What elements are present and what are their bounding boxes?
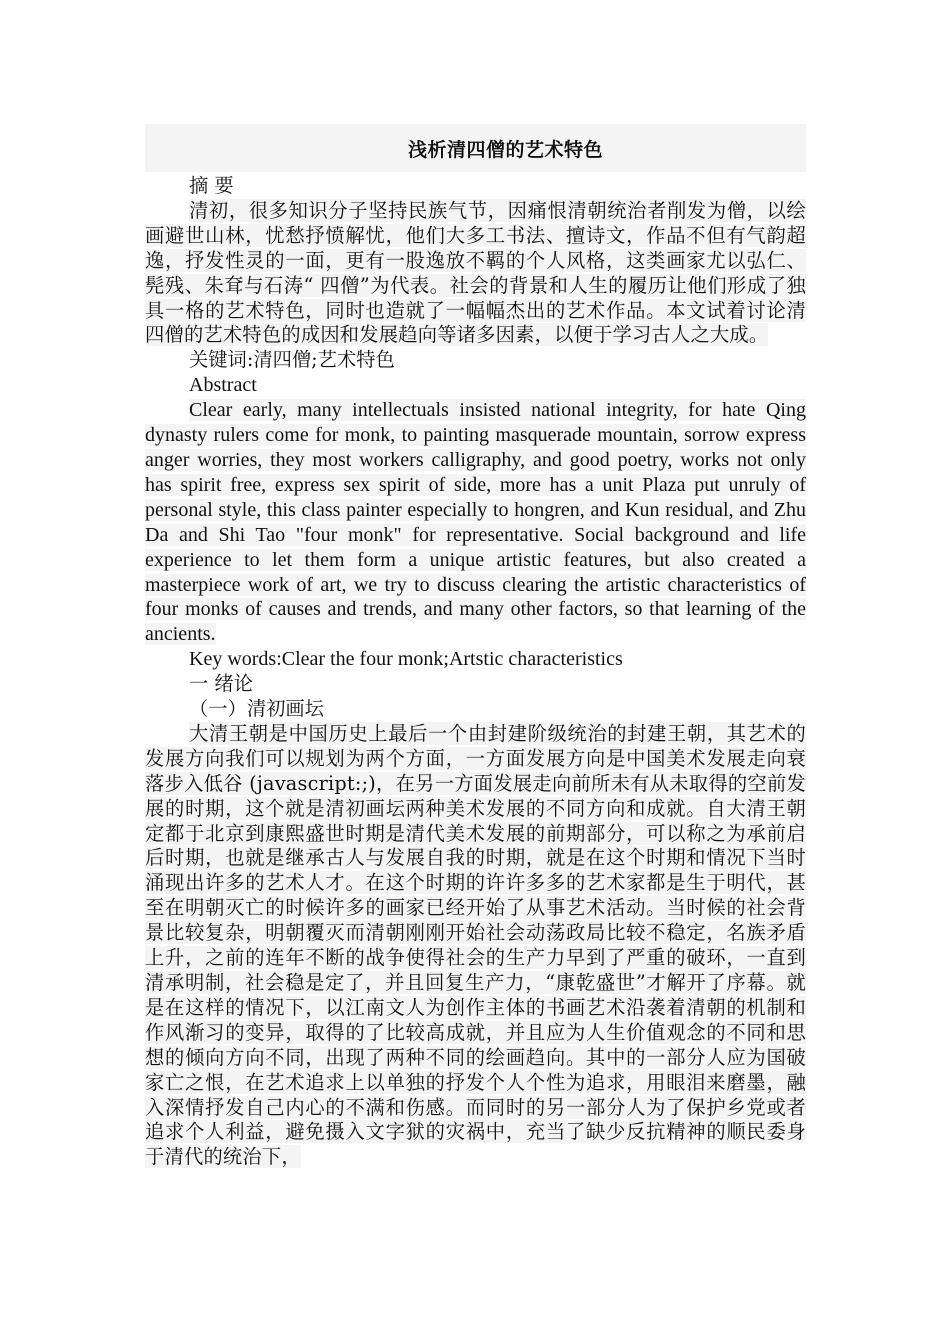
abstract-heading-en: Abstract: [189, 374, 257, 397]
title-bar: [145, 124, 806, 172]
keywords-en: Key words:Clear the four monk;Artstic characteristics: [189, 648, 623, 671]
section-heading: 一 绪论: [189, 672, 253, 696]
body-paragraph: [145, 722, 806, 1170]
keywords-cn: 关键词:清四僧;艺术特色: [189, 348, 395, 372]
abstract-paragraph-cn: [145, 199, 806, 348]
abstract-text-cn: 清初，很多知识分子坚持民族气节，因痛恨清朝统治者削发为僧，以绘画避世山林，忧愁抒愤解忧，他们大多工书法、擅诗文，作品不但有气韵超逸，抒发性灵的一面，更有一股逸放不羁的个人风格，这类画家尤以弘仁、髡残、朱耷与石涛“ 四僧”为代表。社会的背景和人生的履历让他们形成了独具一格的艺术特色，同时也造就了一幅幅杰出的艺术作品。本文试着讨论清四僧的艺术特色的成因和发展趋向等诸多因素，以便于学习古人之大成。: [145, 198, 806, 347]
abstract-text-en: Clear early, many intellectuals insisted national integrity, for hate Qing dynasty rulers come for monk, to painting masquerade mountain, sorrow express anger worries, they most workers calligraphy, and good poetry, works not only has spirit free, express sex spirit of side, more has a unit Plaza put unruly of personal style, this class painter especially to hongren, and Kun residual, and Zhu Da and Shi Tao "four monk" for representative. Social background and life experience to let them form a unique artistic features, but also created a masterpiece work of art, we try to discuss clearing the artistic characteristics of four monks of causes and trends, and many other factors, so that learning of the ancients.: [145, 399, 806, 646]
body-text: 大清王朝是中国历史上最后一个由封建阶级统治的封建王朝，其艺术的发展方向我们可以规划为两个方面，一方面发展方向是中国美术发展走向衰落步入低谷 (javascript:;)，在另一方面发展走向前所未有从未取得的空前发展的时期，这个就是清初画坛两种美术发展的不同方向和成就。自大清王朝定都于北京到康熙盛世时期是清代美术发展的前期部分，可以称之为承前启后时期，也就是继承古人与发展自我的时期，就是在这个时期和情况下当时涌现出许多的艺术人才。在这个时期的许许多多的艺术家都是生于明代，甚至在明朝灭亡的时候许多的画家已经开始了从事艺术活动。当时候的社会背景比较复杂，明朝覆灭而清朝刚刚开始社会动荡政局比较不稳定，名族矛盾上升，之前的连年不断的战争使得社会的生产力早到了严重的破环，一直到清承明制，社会稳是定了，并且回复生产力，“康乾盛世”才解开了序幕。就是在这样的情况下，以江南文人为创作主体的书画艺术沿袭着清朝的机制和作风渐习的变异，取得的了比较高成就，并且应为人生价值观念的不同和思想的倾向方向不同，出现了两种不同的绘画趋向。其中的一部分人应为国破家亡之恨，在艺术追求上以单独的抒发个人个性为追求，用眼泪来磨墨，融入深情抒发自己内心的不满和伤感。而同时的另一部分人为了保护乡党或者追求个人利益，避免摄入文字狱的灾祸中，充当了缺少反抗精神的顺民委身于清代的统治下，: [145, 721, 806, 1169]
document-page: [145, 124, 806, 1170]
document-title: 浅析清四僧的艺术特色: [407, 138, 603, 161]
abstract-heading-cn: 摘 要: [189, 174, 234, 197]
abstract-paragraph-en: [145, 398, 806, 647]
subsection-heading: （一）清初画坛: [189, 697, 324, 721]
